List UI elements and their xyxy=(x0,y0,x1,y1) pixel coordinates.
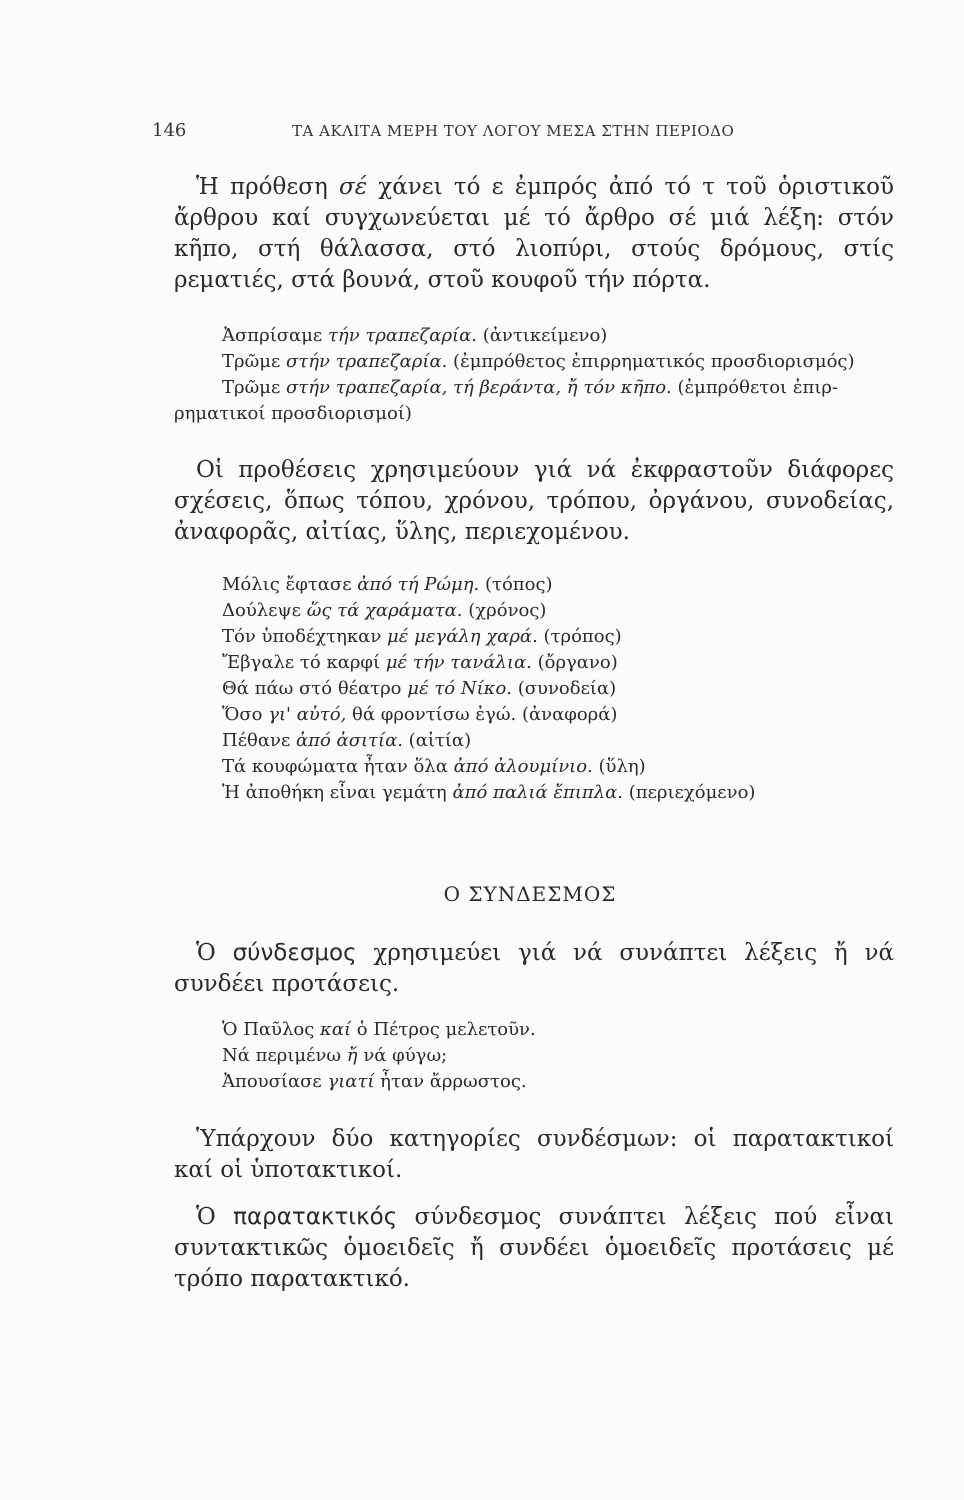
example-line: Ἀπουσίασε γιατί ἦταν ἄρρωστος. xyxy=(222,1071,527,1092)
example-line: Τρῶμε στήν τραπεζαρία, τή βεράντα, ἤ τόν κῆπο. (ἐμπρόθετοι ἐπιρ- xyxy=(222,377,839,398)
paragraph-conjunction: Ὁ σύνδεσμος χρησιμεύει γιά νά συνάπτει λέξεις ἤ νά συνδέει προτάσεις. xyxy=(174,940,895,997)
page-number: 146 xyxy=(152,120,187,141)
term-se: σέ xyxy=(339,174,368,200)
example-line: Ἀσπρίσαμε τήν τραπεζαρία. (ἀντικείμενο) xyxy=(222,325,608,346)
example-line: Ὅσο γι' αὐτό, θά φροντίσω ἐγώ. (ἀναφορά) xyxy=(222,704,618,725)
example-line: Θά πάω στό θέατρο μέ τό Νίκο. (συνοδεία) xyxy=(222,678,617,699)
example-line: Πέθανε ἀπό ἀσιτία. (αἰτία) xyxy=(222,730,472,751)
examples-block-2 xyxy=(222,572,902,806)
examples-block-1 xyxy=(222,323,902,401)
para-text: Ἡ πρόθεση xyxy=(196,174,339,200)
para-text: Οἱ προθέσεις χρησιμεύουν γιά νά ἐκφραστοῦν διάφορες σχέσεις, ὅπως τόπου, χρόνου, τρόπου, ὀργάνου, συνοδείας, ἀναφορᾶς, αἰτίας, ὕλης, περιεχομένου. xyxy=(174,457,894,545)
example-line: Δούλεψε ὥς τά χαράματα. (χρόνος) xyxy=(222,600,547,621)
example-continuation: ρηματικοί προσδιορισμοί) xyxy=(174,403,412,424)
paragraph-preposition-relations xyxy=(174,455,894,548)
paragraph-preposition-se xyxy=(174,172,894,296)
paragraph-paratactic: Ὁ παρατακτικός σύνδεσμος συνάπτει λέξεις πού εἶναι συντακτικῶς ὁμοειδεῖς ἤ συνδέει ὁμοειδεῖς προτάσεις μέ τρόπο παρατακτικό. xyxy=(174,1204,895,1292)
example-line: Ὁ Παῦλος καί ὁ Πέτρος μελετοῦν. xyxy=(222,1019,536,1040)
example-line: Ἡ ἀποθήκη εἶναι γεμάτη ἀπό παλιά ἔπιπλα. (περιεχόμενο) xyxy=(222,782,756,803)
example-line: Νά περιμένω ἤ νά φύγω; xyxy=(222,1045,448,1066)
term-syndesmos: σύνδεσμος xyxy=(232,940,357,966)
example-line: Μόλις ἔφτασε ἀπό τή Ρώμη. (τόπος) xyxy=(222,574,553,595)
paragraph-categories: Ὑπάρχουν δύο κατηγορίες συνδέσμων: οἱ παρατακτικοί καί οἱ ὑποτακτικοί. xyxy=(174,1126,894,1183)
example-line: Τόν ὑποδέχτηκαν μέ μεγάλη χαρά. (τρόπος) xyxy=(222,626,622,647)
example-line: Τά κουφώματα ἦταν ὅλα ἀπό ἀλουμίνιο. (ὕλη) xyxy=(222,756,646,777)
term-paratactic: παρατακτικός xyxy=(233,1204,398,1230)
examples-block-3 xyxy=(222,1017,902,1095)
example-line: Ἔβγαλε τό καρφί μέ τήν τανάλια. (ὄργανο) xyxy=(222,652,618,673)
example-line: Τρῶμε στήν τραπεζαρία. (ἐμπρόθετος ἐπιρρηματικός προσδιορισμός) xyxy=(222,351,855,372)
running-head: ΤΑ ΑΚΛΙΤΑ ΜΕΡΗ ΤΟΥ ΛΟΓΟΥ ΜΕΣΑ ΣΤΗΝ ΠΕΡΙΟΔΟ xyxy=(292,122,735,140)
para-text: χάνει τό ε ἐμπρός ἀπό τό τ τοῦ ὁριστικοῦ ἄρθρου καί συγχωνεύεται μέ τό ἄρθρο σέ μιά λέξη: στόν κῆπο, στή θάλασσα, στό λιοπύρι, στούς δρόμους, στίς ρεματιές, στά βουνά, στοῦ κουφοῦ τήν πόρτα. xyxy=(174,174,894,293)
section-heading: Ο ΣΥΝΔΕΣΜΟΣ xyxy=(443,882,617,906)
